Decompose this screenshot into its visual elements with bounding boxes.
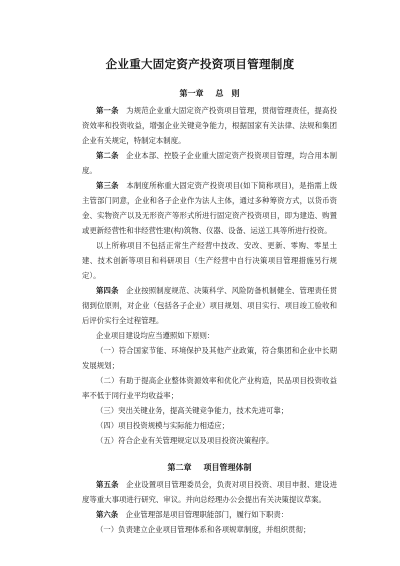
article-label: 第四条 — [96, 286, 119, 295]
article-text: 企业管理部是项目管理职能部门，履行如下职责： — [125, 510, 289, 519]
principle-item: （五）符合企业有关管理规定以及项目投资决策程序。 — [96, 436, 274, 445]
article-label: 第一条 — [96, 106, 119, 115]
article-text: 企业按照制度规范、决策科学、风险防备机制健全、管理责任贯彻到位原则，对企业（包括各子企业）项目规划、项目实行、项目竣工验收和后评价实行全过程管理。 — [82, 286, 337, 325]
article-text: 为规范企业重大固定资产投资项目管理，贯彻管理责任，提高投资效率和投资收益，增强企业关键竞争能力，根据国家有关法律、法规和集团企业有关规定，特制定本制度。 — [82, 106, 337, 145]
article-label: 第三条 — [96, 181, 119, 190]
document-title: 企业重大固定资产投资项目管理制度 — [105, 57, 295, 71]
chapter-name: 总 则 — [215, 89, 240, 98]
article-1 — [82, 103, 337, 148]
document-body — [82, 88, 337, 537]
article-5 — [82, 477, 337, 507]
principle-item: （二）有助于提高企业整体资源效率和优化产业构造，民品项目投资收益率不低于同行业平均收益率； — [82, 376, 337, 400]
chapter-heading-1 — [82, 88, 337, 99]
article-2 — [82, 148, 337, 178]
article-6 — [82, 507, 337, 522]
principle-item: （三）突出关键业务，提高关键竞争能力，技术先进可靠； — [96, 406, 289, 415]
chapter-number: 第二章 — [167, 463, 192, 472]
article-3 — [82, 178, 337, 238]
principle-item: （一）符合国家节能、环境保护及其他产业政策，符合集团和企业中长期发展规划； — [82, 346, 337, 370]
article-text: 本制度所称重大固定资产投资项目(如下简称项目)，是指需上级主管部门同意，企业和各子企业作为法人主体，通过多种筹资方式，以货币资金、实物资产以及无形资产等形式所进行固定资产投资项目，即为建造、购置或更新经营性和非经营性建(构)筑物、仪器、设备、运送工具等所进行投资。 — [82, 181, 337, 235]
duty-item: （一）负责建立企业项目管理体系和各项规章制度，并组织贯彻； — [96, 525, 311, 534]
article-text: 企业本部、控股子企业重大固定资产投资项目管理，均合用本制度。 — [82, 151, 337, 175]
chapter-name: 项目管理体制 — [203, 463, 252, 472]
principles-intro: 企业项目建设均应当遵照如下原则： — [96, 331, 215, 340]
article-label: 第五条 — [96, 480, 119, 489]
article-3-note: 以上所称项目不包括正常生产经营中技改、安改、更新、零购、零星土建、技术创新等项目和科研项目（生产经营中自行决策项目管理措施另行规定）。 — [82, 241, 337, 280]
article-text: 企业设置项目管理委员会，负责对项目投资、项目申报、建设进度等重大事项进行研究、审议。并向总经理办公会提出有关决策提议草案。 — [82, 480, 337, 504]
chapter-number: 第一章 — [179, 89, 204, 98]
chapter-heading-2 — [82, 462, 337, 473]
principle-item: （四）项目投资规模与实际能力相适应； — [96, 421, 230, 430]
article-label: 第二条 — [96, 151, 119, 160]
article-4 — [82, 283, 337, 328]
article-label: 第六条 — [96, 510, 119, 519]
